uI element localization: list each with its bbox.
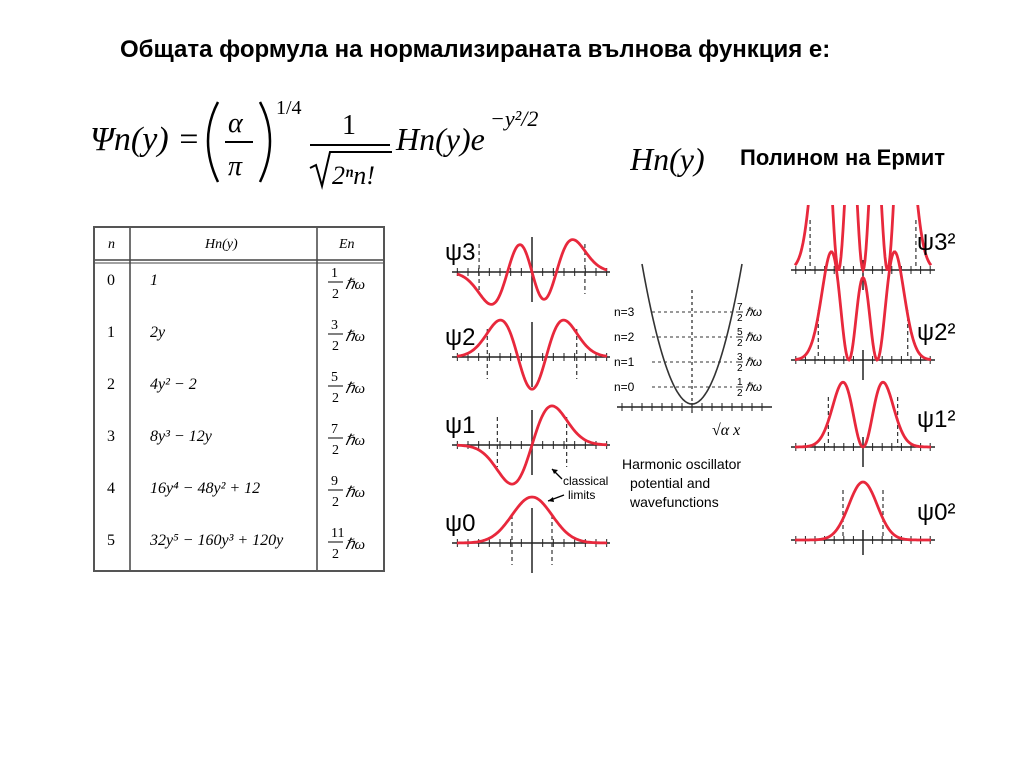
table-cell-energy-suffix: ℏω [345,381,366,397]
formula-numerator: 1 [342,110,356,141]
table-header-hn: Hn(y) [205,237,238,252]
table-cell-energy-numerator: 11 [331,526,345,541]
classical-limits-annotation [548,469,608,502]
table-cell-n: 4 [107,480,115,497]
table-cell-n: 0 [107,272,115,289]
psi-squared-label-2: ψ2² [917,319,956,346]
formula-root: 2ⁿn! [332,161,375,190]
level-suffix: ℏω [745,380,762,394]
psi-plot-2 [445,320,610,389]
hermite-polynomial-label: Полином на Ермит [740,145,946,170]
caption-line: potential and [630,475,711,491]
table-cell-energy-numerator: 3 [331,318,338,333]
formula-alpha: α [228,108,243,139]
table-cell-hermite: 8y³ − 12y [150,428,212,445]
formula-pi: π [228,151,243,182]
level-suffix: ℏω [745,330,762,344]
table-cell-energy-numerator: 9 [331,474,338,489]
psi-squared-label-1: ψ1² [917,406,956,433]
table-cell-hermite: 1 [150,272,158,289]
svg-text:Hn(y): Hn(y) [630,141,705,177]
psi-label-3: ψ3 [445,239,476,266]
formula-tail-exponent: −y²/2 [490,106,539,131]
psi-label-2: ψ2 [445,324,476,351]
table-cell-n: 5 [107,532,115,549]
table-cell-n: 1 [107,324,115,341]
energy-level-1 [614,352,762,374]
table-cell-energy-numerator: 7 [331,422,338,437]
formula-lhs: Ψn(y) = [90,121,201,158]
wavefunction-plots [440,225,610,575]
table-cell-energy-suffix: ℏω [345,485,366,501]
energy-level-3 [614,302,762,324]
hermite-symbol [630,134,740,184]
psi-squared-plot-2 [791,252,955,380]
table-cell-hermite: 32y⁵ − 160y³ + 120y [150,532,284,549]
table-header-n: n [108,237,115,252]
table-cell-energy-denominator: 2 [332,547,339,562]
hermite-table [93,226,385,572]
psi-label-0: ψ0 [445,510,476,537]
table-cell-n: 2 [107,376,115,393]
level-suffix: ℏω [745,355,762,369]
table-cell-hermite: 4y² − 2 [150,376,197,393]
formula-exponent: 1/4 [276,97,302,119]
level-numerator: 1 [737,377,743,388]
level-numerator: 5 [737,327,743,338]
psi-plot-0 [445,497,610,573]
limits-label: limits [568,488,596,502]
level-numerator: 3 [737,352,743,363]
level-suffix: ℏω [745,305,762,319]
harmonic-potential-diagram [612,255,782,525]
table-cell-energy-denominator: 2 [332,391,339,406]
axis-label: √α x [712,422,741,439]
page-heading: Общата формула на нормализираната вълнова функция е: [120,36,831,63]
caption-line: Harmonic oscillator [622,456,742,472]
level-denominator: 2 [737,388,743,399]
table-cell-energy-denominator: 2 [332,443,339,458]
table-cell-hermite: 16y⁴ − 48y² + 12 [150,480,261,497]
energy-level-0 [614,377,762,399]
psi-squared-plot-3 [791,205,955,290]
level-denominator: 2 [737,363,743,374]
caption-line: wavefunctions [630,494,719,510]
level-denominator: 2 [737,313,743,324]
probability-density-plots [785,205,960,555]
table-cell-n: 3 [107,428,115,445]
wavefunction-formula [90,90,570,195]
table-cell-energy-denominator: 2 [332,287,339,302]
psi-label-1: ψ1 [445,412,476,439]
table-cell-energy-suffix: ℏω [345,329,366,345]
level-label: n=3 [614,305,635,319]
level-label: n=1 [614,355,635,369]
psi-squared-plot-1 [791,382,955,467]
table-header-en: En [339,237,355,252]
classical-label: classical [563,474,609,488]
table-cell-energy-denominator: 2 [332,495,339,510]
table-cell-energy-suffix: ℏω [345,537,366,553]
psi-plot-3 [445,237,610,304]
table-cell-energy-numerator: 1 [331,266,338,281]
psi-squared-label-3: ψ3² [917,229,956,256]
energy-level-2 [614,327,762,349]
level-numerator: 7 [737,302,743,313]
formula-tail: Hn(y)e [396,121,485,157]
table-cell-energy-suffix: ℏω [345,433,366,449]
level-denominator: 2 [737,338,743,349]
table-cell-energy-suffix: ℏω [345,277,366,293]
level-label: n=0 [614,380,635,394]
psi-squared-plot-0 [791,482,955,555]
table-cell-hermite: 2y [150,324,166,341]
psi-plot-1 [445,406,610,484]
psi-squared-label-0: ψ0² [917,499,956,526]
table-cell-energy-numerator: 5 [331,370,338,385]
level-label: n=2 [614,330,635,344]
table-cell-energy-denominator: 2 [332,339,339,354]
